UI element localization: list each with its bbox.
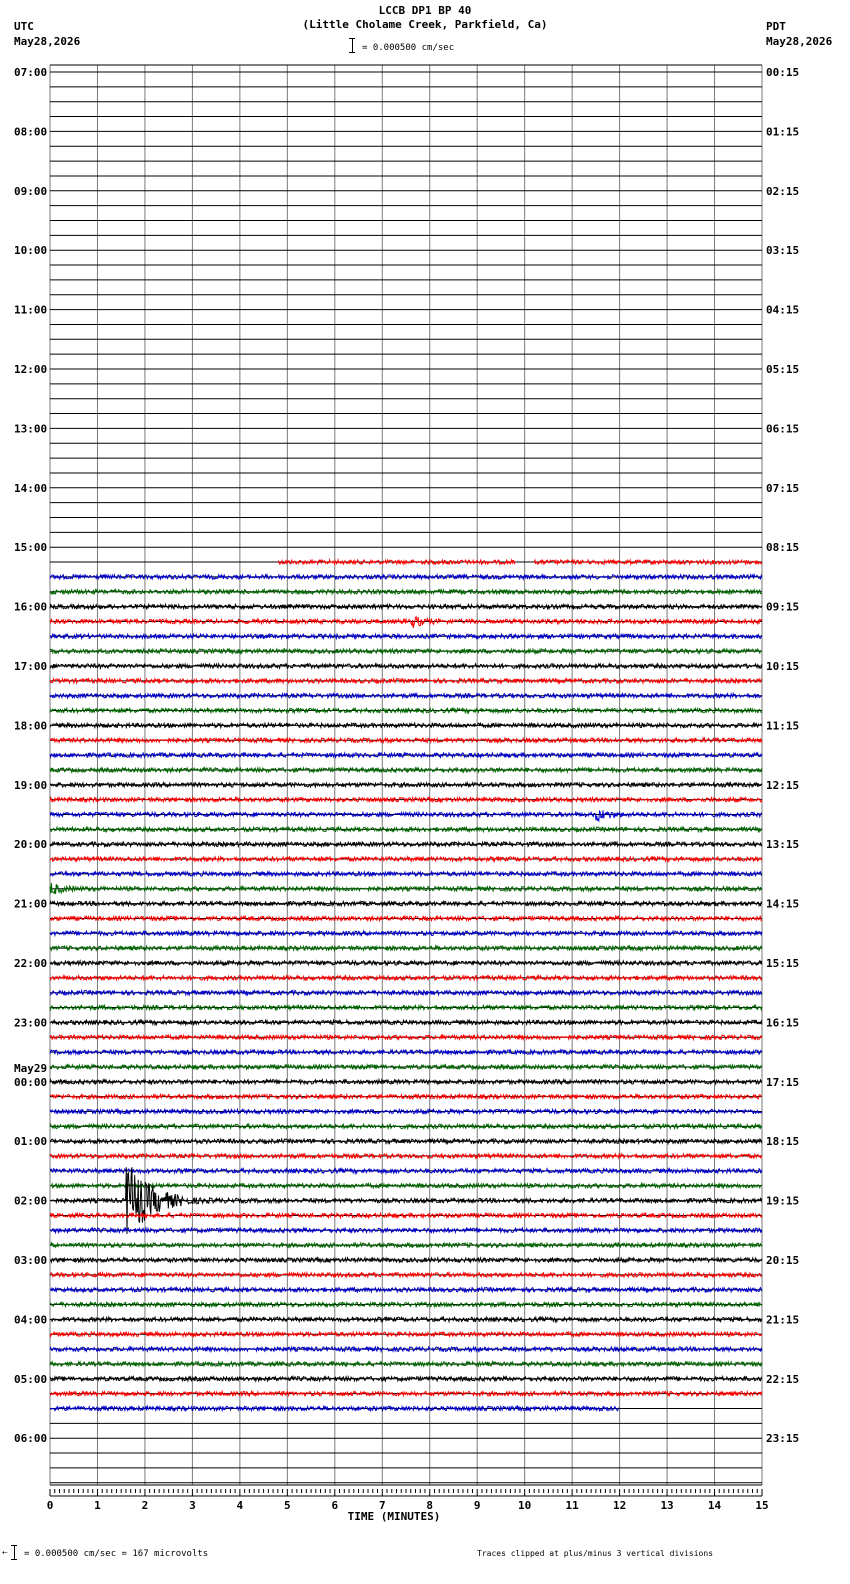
seismic-trace bbox=[50, 916, 762, 920]
x-tick-label: 4 bbox=[236, 1499, 244, 1512]
footer-scale-bar-icon bbox=[14, 1545, 15, 1559]
seismic-trace bbox=[50, 883, 762, 894]
seismic-trace bbox=[278, 560, 515, 564]
utc-hour-label: 13:00 bbox=[14, 422, 48, 436]
x-tick-label: 14 bbox=[707, 1499, 722, 1512]
pdt-hour-label: 18:15 bbox=[766, 1135, 800, 1149]
footer-scale-bar-top-icon bbox=[11, 1545, 17, 1546]
utc-hour-label: 00:00 bbox=[14, 1075, 48, 1089]
x-tick-label: 8 bbox=[426, 1499, 434, 1512]
x-tick-label: 10 bbox=[518, 1499, 532, 1512]
utc-hour-label: 17:00 bbox=[14, 660, 48, 673]
x-tick-label: 2 bbox=[141, 1499, 149, 1512]
utc-hour-label: 21:00 bbox=[14, 897, 48, 911]
utc-hour-label: 01:00 bbox=[14, 1135, 48, 1149]
pdt-hour-label: 19:15 bbox=[766, 1194, 800, 1208]
x-tick-label: 0 bbox=[46, 1499, 54, 1512]
utc-hour-label: 20:00 bbox=[14, 838, 48, 852]
pdt-hour-label: 12:15 bbox=[766, 778, 800, 792]
utc-hour-label: 10:00 bbox=[14, 244, 48, 258]
utc-hour-label: 19:00 bbox=[14, 778, 48, 792]
seismic-trace bbox=[50, 1377, 762, 1381]
seismic-trace bbox=[50, 857, 762, 861]
pdt-hour-label: 06:15 bbox=[766, 422, 800, 436]
x-tick-label: 1 bbox=[94, 1499, 101, 1512]
x-tick-label: 6 bbox=[331, 1499, 339, 1512]
utc-hour-label: 16:00 bbox=[14, 600, 48, 614]
x-tick-label: 7 bbox=[378, 1499, 386, 1512]
right-date: May28,2026 bbox=[766, 35, 833, 48]
footer-scale-text: = 0.000500 cm/sec = 167 microvolts bbox=[24, 1549, 209, 1559]
pdt-hour-label: 10:15 bbox=[766, 660, 800, 673]
seismic-trace bbox=[50, 1065, 762, 1069]
footer-arrow-icon: ⇠ bbox=[2, 1548, 8, 1558]
utc-hour-label: 07:00 bbox=[14, 66, 48, 79]
seismic-trace bbox=[50, 1258, 762, 1262]
right-timezone: PDT bbox=[766, 20, 786, 33]
utc-hour-label: 09:00 bbox=[14, 184, 48, 198]
pdt-hour-label: 22:15 bbox=[766, 1372, 800, 1386]
x-tick-label: 12 bbox=[612, 1499, 627, 1512]
utc-hour-label: 11:00 bbox=[14, 303, 48, 317]
pdt-hour-label: 02:15 bbox=[766, 184, 800, 198]
utc-hour-label: 05:00 bbox=[14, 1372, 48, 1386]
seismic-trace bbox=[50, 575, 762, 579]
seismic-trace bbox=[50, 1184, 762, 1188]
seismic-trace bbox=[50, 810, 762, 820]
utc-hour-label: 02:00 bbox=[14, 1194, 48, 1208]
utc-hour-label: 14:00 bbox=[14, 481, 48, 495]
seismic-trace bbox=[50, 649, 762, 653]
seismic-trace bbox=[50, 1243, 762, 1247]
pdt-hour-label: 23:15 bbox=[766, 1432, 800, 1446]
pdt-hour-label: 16:15 bbox=[766, 1016, 800, 1030]
utc-hour-label: 23:00 bbox=[14, 1016, 48, 1030]
utc-hour-label: 08:00 bbox=[14, 125, 48, 139]
date-change-label: May29 bbox=[14, 1061, 48, 1075]
pdt-hour-label: 08:15 bbox=[766, 541, 800, 555]
pdt-hour-label: 17:15 bbox=[766, 1075, 800, 1089]
pdt-hour-label: 13:15 bbox=[766, 838, 800, 852]
utc-hour-label: 03:00 bbox=[14, 1254, 48, 1267]
pdt-hour-label: 04:15 bbox=[766, 303, 800, 317]
clip-note: Traces clipped at plus/minus 3 vertical divisions bbox=[477, 1549, 714, 1558]
seismic-trace bbox=[50, 1213, 762, 1217]
utc-hour-label: 15:00 bbox=[14, 541, 48, 555]
utc-hour-label: 04:00 bbox=[14, 1313, 48, 1327]
utc-hour-label: 18:00 bbox=[14, 719, 48, 733]
pdt-hour-label: 05:15 bbox=[766, 363, 800, 376]
pdt-hour-label: 21:15 bbox=[766, 1313, 800, 1327]
pdt-hour-label: 15:15 bbox=[766, 957, 800, 970]
pdt-hour-label: 07:15 bbox=[766, 481, 800, 495]
x-tick-label: 9 bbox=[473, 1499, 481, 1512]
seismic-trace bbox=[50, 617, 762, 628]
seismic-trace bbox=[50, 1332, 762, 1336]
left-timezone: UTC bbox=[14, 20, 34, 33]
seismic-trace bbox=[50, 783, 762, 787]
x-tick-label: 15 bbox=[755, 1499, 769, 1512]
seismic-trace bbox=[50, 1020, 762, 1024]
station-title: LCCB DP1 BP 40 bbox=[378, 4, 472, 17]
x-tick-label: 11 bbox=[565, 1499, 579, 1512]
pdt-hour-label: 00:15 bbox=[766, 66, 800, 79]
seismic-trace bbox=[50, 901, 762, 905]
utc-hour-label: 22:00 bbox=[14, 957, 48, 970]
left-date: May28,2026 bbox=[14, 35, 81, 48]
seismic-trace bbox=[50, 1317, 762, 1321]
seismic-trace bbox=[50, 768, 762, 772]
pdt-hour-label: 14:15 bbox=[766, 897, 800, 911]
utc-hour-label: 12:00 bbox=[14, 363, 48, 376]
pdt-hour-label: 09:15 bbox=[766, 600, 800, 614]
station-location: (Little Cholame Creek, Parkfield, Ca) bbox=[302, 18, 548, 31]
pdt-hour-label: 03:15 bbox=[766, 244, 800, 258]
pdt-hour-label: 20:15 bbox=[766, 1254, 800, 1267]
x-tick-label: 3 bbox=[189, 1499, 196, 1512]
pdt-hour-label: 01:15 bbox=[766, 125, 800, 139]
scale-text: = 0.000500 cm/sec bbox=[362, 43, 455, 53]
x-tick-label: 13 bbox=[660, 1499, 674, 1512]
x-axis-title: TIME (MINUTES) bbox=[347, 1510, 441, 1523]
footer-scale-bar-bottom-icon bbox=[11, 1559, 17, 1560]
utc-hour-label: 06:00 bbox=[14, 1432, 48, 1446]
pdt-hour-label: 11:15 bbox=[766, 719, 800, 733]
x-tick-label: 5 bbox=[284, 1499, 291, 1512]
seismic-trace bbox=[50, 1362, 762, 1366]
